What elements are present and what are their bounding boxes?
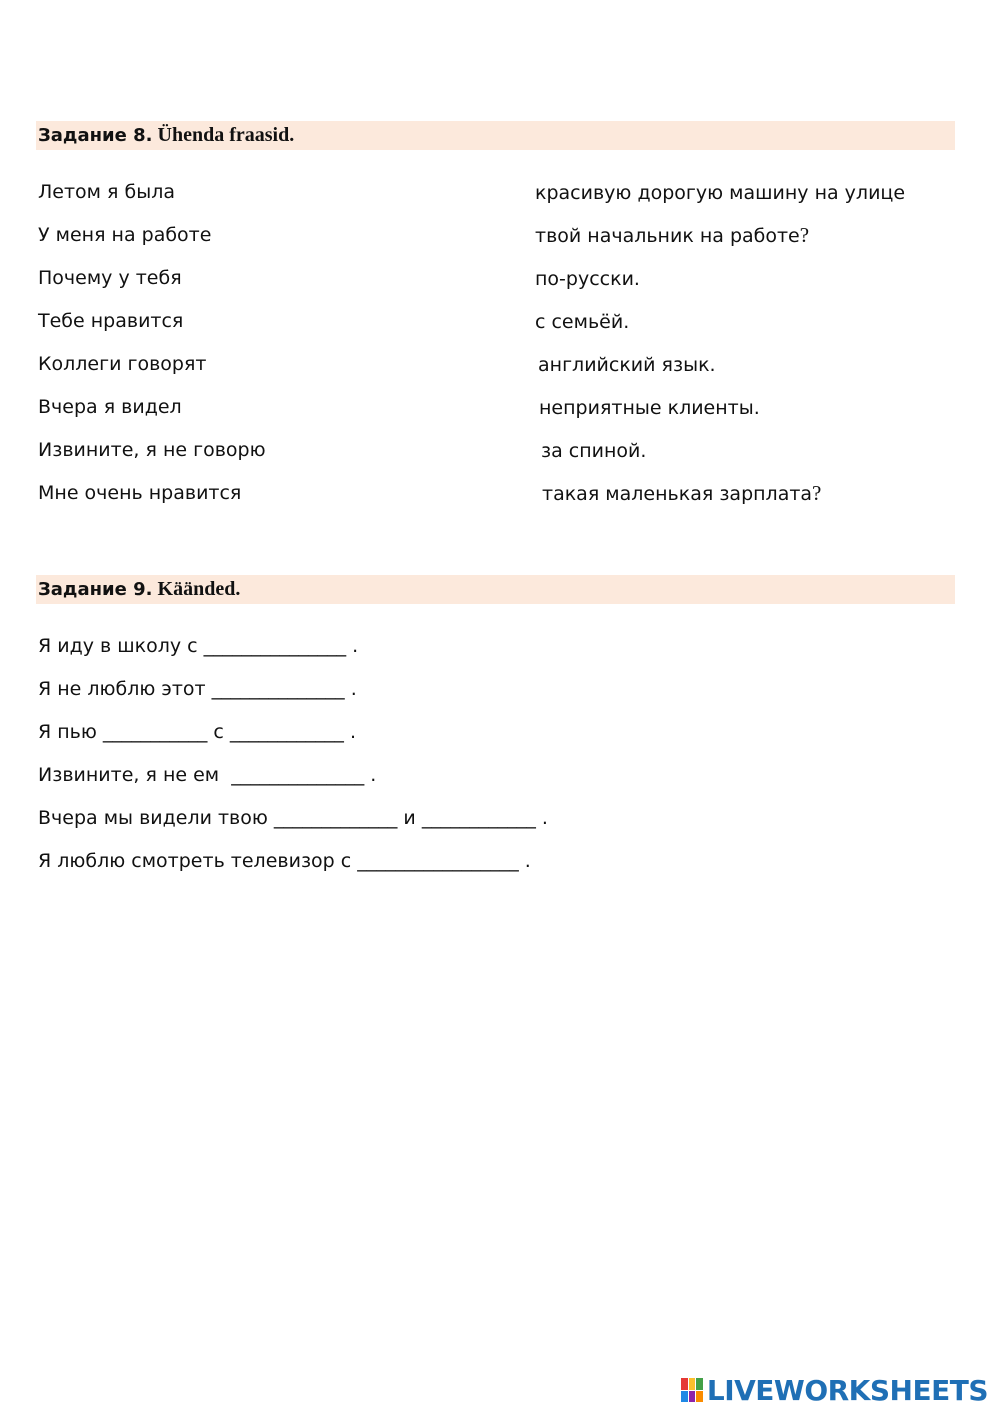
task9-header (36, 575, 955, 604)
task8-left-item: Коллеги говорят (38, 353, 207, 375)
task8-right-item: за спиной. (541, 440, 647, 462)
task8-right-item: красивую дорогую машину на улице (535, 182, 906, 204)
logo-square (689, 1378, 696, 1390)
task8-left-item: Тебе нравится (38, 310, 184, 332)
task8-header (36, 121, 955, 150)
logo-square (689, 1391, 696, 1403)
logo-square (696, 1391, 703, 1403)
task8-label: Задание 8. (38, 125, 153, 146)
task8-right-item: твой начальник на работе? (535, 223, 810, 247)
liveworksheets-logo (681, 1374, 988, 1406)
logo-text: LIVEWORKSHEETS (706, 1373, 988, 1407)
task9-line: Я пью ___________ с ____________ . (38, 721, 356, 743)
task8-left-item: Извините, я не говорю (38, 439, 266, 461)
task8-left-item: Вчера я видел (38, 396, 182, 418)
task8-right-item: английский язык. (538, 354, 716, 376)
task8-left-item: Мне очень нравится (38, 482, 242, 504)
task9-line: Я иду в школу с _______________ . (38, 635, 359, 657)
liveworksheets-logo-icon (681, 1378, 703, 1402)
logo-square (681, 1391, 688, 1403)
task8-left-item: Почему у тебя (38, 267, 182, 289)
task8-right-item: с семьёй. (535, 311, 630, 333)
task9-label: Задание 9. (38, 579, 153, 600)
logo-square (681, 1378, 688, 1390)
task9-line: Извините, я не ем ______________ . (38, 764, 377, 786)
task9-title: Käänded. (157, 578, 241, 600)
task9-line: Я люблю смотреть телевизор с _________________ . (38, 850, 531, 872)
task8-left-item: У меня на работе (38, 224, 212, 246)
task8-right-item: по-русски. (535, 268, 640, 290)
task9-line: Я не люблю этот ______________ . (38, 678, 357, 700)
task8-left-item: Летом я была (38, 181, 176, 203)
task8-right-item: такая маленькая зарплата? (542, 481, 822, 505)
logo-square (696, 1378, 703, 1390)
task8-right-item: неприятные клиенты. (539, 397, 760, 419)
task8-title: Ühenda fraasid. (157, 124, 295, 146)
task9-line: Вчера мы видели твою _____________ и ____________ . (38, 807, 548, 829)
